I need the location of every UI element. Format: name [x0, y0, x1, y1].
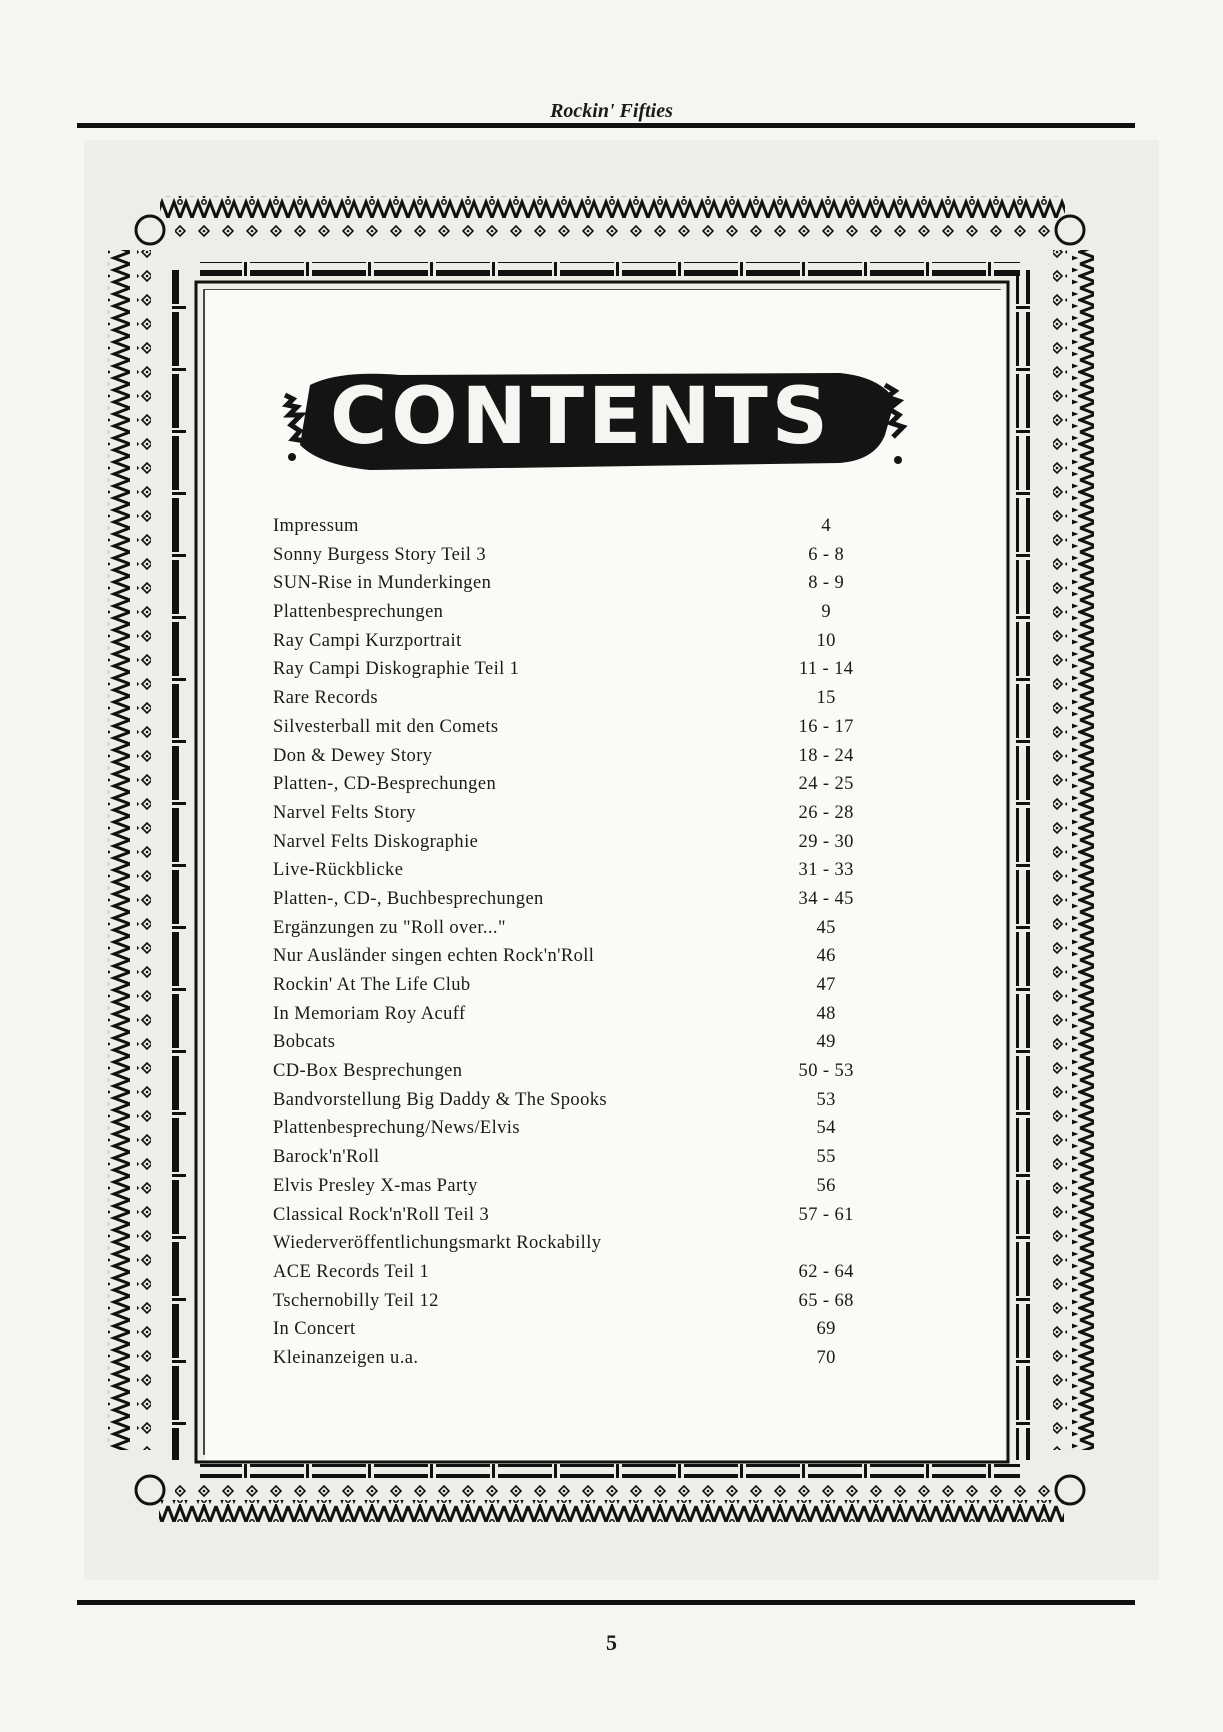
- toc-entry: [273, 828, 873, 857]
- toc-entry-title: Narvel Felts Story: [273, 802, 416, 823]
- toc-entry-title: In Concert: [273, 1319, 356, 1340]
- toc-entry-pages: 56: [816, 1175, 836, 1196]
- toc-entry-title: Live-Rückblicke: [273, 860, 404, 881]
- toc-entry-title: Don & Dewey Story: [273, 745, 433, 766]
- toc-entry: [273, 1086, 873, 1115]
- toc-entry: [273, 713, 873, 742]
- toc-entry: [273, 569, 873, 598]
- toc-entry: [273, 1229, 873, 1258]
- toc-entry: [273, 914, 873, 943]
- toc-entry-pages: 47: [816, 975, 836, 995]
- toc-entry: [273, 1028, 873, 1057]
- toc-entry: [273, 1258, 873, 1287]
- toc-entry-pages: [741, 1229, 873, 1258]
- toc-entry-title: Classical Rock'n'Roll Teil 3: [273, 1204, 490, 1225]
- toc-entry-pages: 34 - 45: [798, 888, 854, 909]
- toc-entry: [273, 885, 873, 914]
- toc-entry-pages: 24 - 25: [798, 774, 854, 795]
- toc-entry: [273, 655, 873, 684]
- toc-entry-pages: 55: [816, 1147, 836, 1168]
- toc-entry-title: Sonny Burgess Story Teil 3: [273, 544, 486, 565]
- toc-entry-pages: 69: [816, 1319, 836, 1340]
- toc-entry-title: Tschernobilly Teil 12: [273, 1290, 439, 1311]
- toc-entry-pages: 46: [816, 946, 836, 967]
- toc-entry-title: Ray Campi Diskographie Teil 1: [273, 659, 520, 680]
- contents-heading: CONTENTS: [330, 372, 832, 462]
- table-of-contents: [273, 512, 873, 1373]
- toc-entry: [273, 942, 873, 971]
- toc-entry: [273, 1315, 873, 1344]
- toc-entry: [273, 541, 873, 570]
- toc-entry: [273, 770, 873, 799]
- toc-entry-title: SUN-Rise in Munderkingen: [273, 573, 492, 594]
- toc-entry-pages: 9: [821, 602, 831, 623]
- toc-entry-title: Nur Ausländer singen echten Rock'n'Roll: [273, 946, 595, 967]
- toc-entry: [273, 512, 873, 541]
- toc-entry-pages: 45: [816, 917, 836, 938]
- toc-entry-title: Impressum: [273, 516, 359, 536]
- toc-entry: [273, 742, 873, 771]
- toc-entry: [273, 684, 873, 713]
- toc-entry: [273, 1344, 873, 1373]
- toc-entry-pages: 62 - 64: [798, 1261, 854, 1282]
- toc-entry-title: Platten-, CD-, Buchbesprechungen: [273, 888, 544, 909]
- toc-entry-title: Bobcats: [273, 1032, 336, 1053]
- toc-entry: [273, 856, 873, 885]
- toc-entry-pages: 53: [816, 1089, 836, 1110]
- toc-entry-pages: 4: [821, 516, 831, 536]
- toc-entry-title: Narvel Felts Diskographie: [273, 831, 479, 852]
- toc-entry-title: Rockin' At The Life Club: [273, 975, 471, 995]
- toc-entry-title: Elvis Presley X-mas Party: [273, 1175, 478, 1196]
- toc-entry: [273, 1201, 873, 1230]
- toc-entry: [273, 1114, 873, 1143]
- toc-entry-pages: 54: [816, 1118, 836, 1139]
- toc-entry-title: Barock'n'Roll: [273, 1147, 380, 1168]
- toc-entry-pages: 26 - 28: [798, 802, 854, 823]
- toc-entry-pages: 49: [816, 1032, 836, 1053]
- toc-entry-pages: 70: [816, 1347, 836, 1368]
- toc-entry: [273, 1172, 873, 1201]
- toc-entry-title: Bandvorstellung Big Daddy & The Spooks: [273, 1089, 607, 1110]
- toc-entry-title: Ray Campi Kurzportrait: [273, 630, 462, 651]
- toc-entry-title: In Memoriam Roy Acuff: [273, 1003, 466, 1024]
- toc-entry: [273, 1143, 873, 1172]
- toc-entry-title: Platten-, CD-Besprechungen: [273, 774, 497, 795]
- toc-entry-title: Silvesterball mit den Comets: [273, 716, 499, 737]
- toc-entry-pages: 18 - 24: [798, 745, 854, 766]
- toc-entry-pages: 48: [816, 1003, 836, 1024]
- toc-entry-pages: 65 - 68: [798, 1290, 854, 1311]
- toc-entry-pages: 16 - 17: [798, 716, 854, 737]
- toc-entry-pages: 6 - 8: [808, 544, 845, 565]
- toc-entry-title: ACE Records Teil 1: [273, 1261, 430, 1282]
- toc-entry-pages: 10: [816, 630, 836, 651]
- toc-entry-title: CD-Box Besprechungen: [273, 1061, 463, 1082]
- toc-entry-pages: 50 - 53: [798, 1061, 854, 1082]
- toc-entry: [273, 627, 873, 656]
- toc-entry-title: Wiederveröffentlichungsmarkt Rockabilly: [273, 1233, 602, 1254]
- toc-entry-pages: 31 - 33: [798, 860, 854, 881]
- page-number: 5: [606, 1630, 617, 1655]
- toc-entry-title: Rare Records: [273, 688, 378, 709]
- toc-entry-title: Plattenbesprechungen: [273, 602, 444, 623]
- toc-entry: [273, 598, 873, 627]
- toc-entry-pages: 29 - 30: [798, 831, 854, 852]
- toc-entry-title: Plattenbesprechung/News/Elvis: [273, 1118, 520, 1139]
- magazine-title: Rockin' Fifties: [550, 100, 673, 122]
- toc-entry-pages: 8 - 9: [808, 573, 845, 594]
- toc-entry-pages: 57 - 61: [798, 1204, 854, 1225]
- toc-entry-pages: 15: [816, 688, 836, 709]
- toc-entry-pages: 11 - 14: [798, 659, 854, 680]
- toc-entry: [273, 1000, 873, 1029]
- toc-entry-title: Kleinanzeigen u.a.: [273, 1347, 419, 1368]
- toc-entry: [273, 1057, 873, 1086]
- toc-entry: [273, 799, 873, 828]
- toc-entry-title: Ergänzungen zu "Roll over...": [273, 917, 506, 938]
- toc-entry: [273, 1287, 873, 1316]
- toc-entry: [273, 971, 873, 1000]
- bottom-rule: [77, 1600, 1135, 1605]
